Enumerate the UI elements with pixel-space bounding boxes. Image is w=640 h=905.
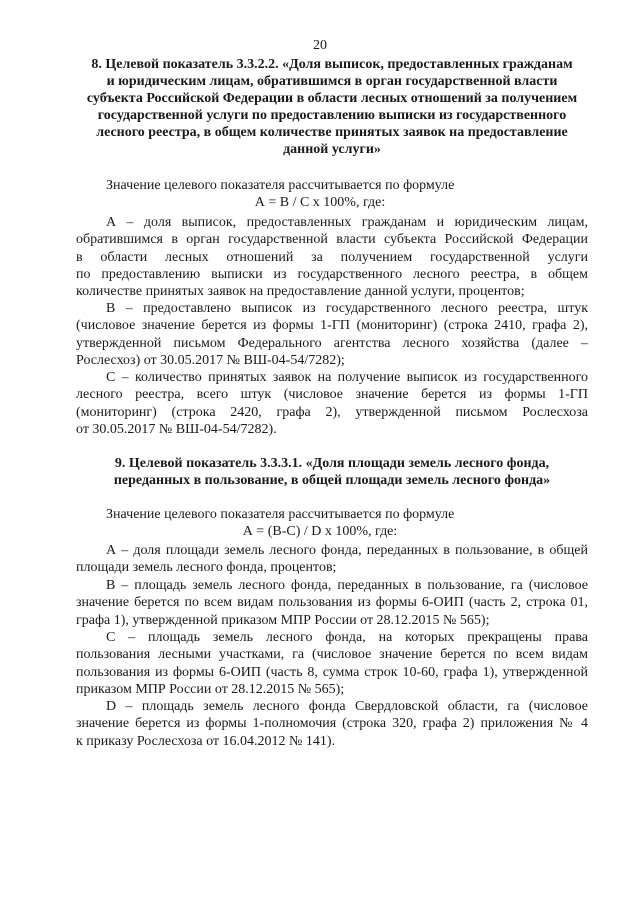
definition-a xyxy=(76,214,588,300)
definition-line: С – площадь земель лесного фонда, на которых прекращены права xyxy=(106,630,588,645)
definition-line: в области лесных отношений за получением государственной услуги xyxy=(76,249,588,265)
definition-line: Рослесхоз) от 30.05.2017 № ВШ-04-54/7282); xyxy=(76,352,345,368)
heading-line: лесного реестра, в общем количестве принятых заявок на предоставление xyxy=(96,125,568,140)
definition-a xyxy=(76,542,588,577)
definition-line: площади земель лесного фонда, процентов; xyxy=(76,560,337,576)
definition-line: лесного реестра, всего штук (числовое значение берется из формы 1-ГП xyxy=(76,387,588,403)
definition-c xyxy=(76,369,588,438)
formula: А = В / С х 100%, где: xyxy=(254,195,386,210)
section-9-heading xyxy=(76,455,588,489)
definition-line: по предоставлению выписки из государственного лесного реестра, в общем xyxy=(76,266,588,282)
definition-line: приказом МПР России от 28.12.2015 № 565); xyxy=(76,681,345,697)
definition-line: пользования из формы 6-ОИП (часть 8, сумма строк 10-60, графа 1), утвержденной xyxy=(76,664,588,680)
heading-line: 8. Целевой показатель 3.3.2.2. «Доля выписок, предоставленных гражданам xyxy=(91,57,573,72)
definition-line: А – доля площади земель лесного фонда, переданных в пользование, в общей xyxy=(106,543,588,558)
definition-line: количестве принятых заявок на предоставление данной услуги, процентов; xyxy=(76,284,525,300)
formula: А = (В-С) / D х 100%, где: xyxy=(242,524,398,539)
definition-line: В – предоставлено выписок из государственного лесного реестра, штук xyxy=(106,301,588,316)
definition-c xyxy=(76,629,588,698)
definition-line: (мониторинг) (строка 2420, графа 2), утвержденной письмом Рослесхоза xyxy=(76,404,588,420)
definition-b xyxy=(76,300,588,369)
definition-line: значение берется из формы 1-полномочия (строка 320, графа 2) приложения № 4 xyxy=(76,716,588,732)
heading-line: и юридическим лицам, обратившимся в орган государственной власти xyxy=(106,74,558,89)
heading-line: данной услуги» xyxy=(283,142,381,157)
definition-line: D – площадь земель лесного фонда Свердловской области, га (числовое xyxy=(106,699,588,714)
definition-b xyxy=(76,577,588,629)
definition-line: (числовое значение берется из формы 1-ГП (мониторинг) (строка 2410, графа 2), xyxy=(76,318,588,334)
definition-line: С – количество принятых заявок на получение выписок из государственного xyxy=(106,370,588,385)
page-number: 20 xyxy=(313,38,327,53)
definition-line: значение берется по всем видам пользования из формы 6-ОИП (часть 2, строка 01, xyxy=(76,595,588,611)
formula-intro: Значение целевого показателя рассчитывается по формуле xyxy=(106,178,455,193)
definition-line: утвержденной письмом Федерального агентства лесного хозяйства (далее – xyxy=(76,335,588,351)
heading-line: субъекта Российской Федерации в области лесных отношений за получением xyxy=(86,91,578,106)
definition-line: к приказу Рослесхоза от 16.04.2012 № 141). xyxy=(76,733,336,749)
definition-line: обратившимся в орган государственной власти субъекта Российской Федерации xyxy=(76,232,588,248)
definition-line: графа 1), утвержденной приказом МПР России от 28.12.2015 № 565); xyxy=(76,612,490,628)
heading-line: переданных в пользование, в общей площади земель лесного фонда» xyxy=(113,473,551,488)
definition-d xyxy=(76,698,588,750)
definition-line: В – площадь земель лесного фонда, переданных в пользование, га (числовое xyxy=(106,578,588,593)
definition-line: А – доля выписок, предоставленных гражданам и юридическим лицам, xyxy=(106,215,588,230)
definition-line: от 30.05.2017 № ВШ-04-54/7282). xyxy=(76,421,277,437)
heading-line: государственной услуги по предоставлению выписки из государственного xyxy=(97,108,567,123)
heading-line: 9. Целевой показатель 3.3.3.1. «Доля площади земель лесного фонда, xyxy=(114,456,550,471)
section-8-heading xyxy=(76,56,588,158)
definition-line: пользования лесными участками, га (числовое значение берется по всем видам xyxy=(76,647,588,663)
formula-intro: Значение целевого показателя рассчитывается по формуле xyxy=(106,507,455,522)
